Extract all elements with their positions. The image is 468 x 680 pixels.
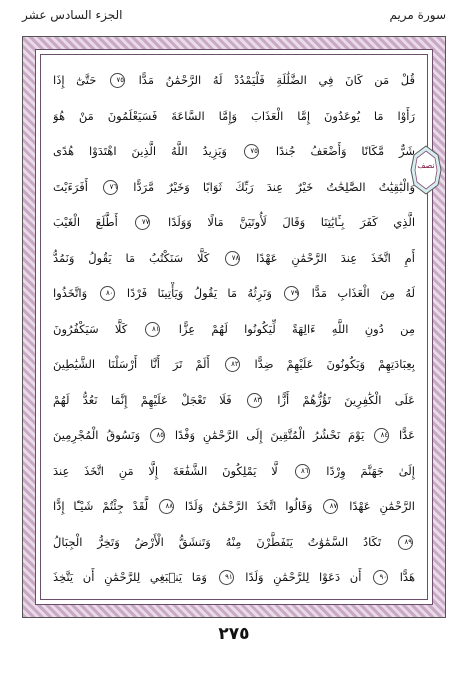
verse-text: أَطَّلَعَ الْغَيْبَ: [53, 215, 118, 229]
verse-text: كَلَّا سَيَكْفُرُونَ: [53, 321, 128, 336]
text-line: [53, 105, 415, 127]
ayah-number: ٧٩: [284, 286, 299, 301]
ayah-number: ٧٥: [110, 73, 125, 88]
surah-title: سورة مريم: [389, 8, 446, 22]
verse-text: وَمَا يَنۢبَغِي لِلرَّحْمَٰنِ أَن يَتَّخِذَ: [53, 570, 207, 584]
text-line: [53, 282, 415, 304]
ayah-number: ٨٥: [150, 428, 165, 443]
verse-text: أَفَرَءَيْتَ: [53, 179, 88, 194]
ayah-number: ٨١: [145, 322, 160, 337]
verse-text: شَرٌّ مَّكَانًا وَأَضْعَفُ جُندًا: [275, 144, 415, 158]
verse-text: عَدًّا: [398, 428, 415, 442]
text-line: [53, 353, 415, 375]
verse-text: وَنَسُوقُ الْمُجْرِمِينَ: [53, 428, 141, 442]
verse-text: هَدًّا: [399, 570, 415, 584]
verse-text: الرَّحْمَٰنِ عَهْدًا: [349, 499, 415, 513]
verse-text: وَالْبَٰقِيَٰتُ الصَّٰلِحَٰتُ خَيْرٌ عِندَ رَبِّكَ ثَوَابًا وَخَيْرٌ مَّرَدًّا: [133, 179, 415, 194]
text-line: [53, 460, 415, 482]
ayah-number: ٨٣: [247, 393, 262, 408]
ayah-number: ٧٥: [244, 144, 259, 159]
ayah-number: ٨٩: [398, 535, 413, 550]
verse-text: فَلَا تَعْجَلْ عَلَيْهِمْ إِنَّمَا نَعُدُّ لَهُمْ: [53, 392, 232, 407]
text-line: [53, 495, 415, 517]
verse-text: أَن دَعَوْا لِلرَّحْمَٰنِ وَلَدًا: [245, 570, 362, 584]
ayah-number: ٩٠: [373, 570, 388, 585]
verse-text: إِلَىٰ جَهَنَّمَ وِرْدًا: [326, 463, 415, 478]
text-line: [53, 140, 415, 162]
ayah-number: ٨٤: [374, 428, 389, 443]
ayah-number: ٨٨: [159, 499, 174, 514]
ayah-number: ٨٦: [295, 464, 310, 479]
verse-text: وَاتَّخَذُوا: [53, 286, 88, 300]
verse-text: يَوْمَ نَحْشُرُ الْمُتَّقِينَ إِلَى الرَّحْمَٰنِ وَفْدًا: [174, 428, 365, 442]
verse-text: أَلَمْ تَرَ أَنَّا أَرْسَلْنَا الشَّيَٰطِينَ: [53, 357, 210, 371]
ayah-number: ٩١: [219, 570, 234, 585]
text-line: [53, 566, 415, 588]
text-line: [53, 211, 415, 233]
ayah-number: ٧٧: [135, 215, 150, 230]
verse-text: لَّا يَمْلِكُونَ الشَّفَٰعَةَ إِلَّا مَنِ اتَّخَذَ عِندَ: [53, 463, 278, 478]
text-line: [53, 531, 415, 553]
text-line: [53, 424, 415, 446]
page-header: [22, 6, 446, 28]
text-frame: [35, 49, 433, 605]
ayah-number: ٧٦: [103, 180, 118, 195]
verse-text: حَتَّىٰٓ إِذَا: [53, 73, 97, 87]
text-line: [53, 247, 415, 269]
verse-text: أَمِ اتَّخَذَ عِندَ الرَّحْمَٰنِ عَهْدًا: [256, 250, 415, 265]
verse-text: لَهُ مِنَ الْعَذَابِ مَدًّا: [311, 286, 415, 300]
ornamental-border: [22, 36, 446, 618]
verse-text: قُلْ مَن كَانَ فِي الضَّلَٰلَةِ فَلْيَمْدُدْ لَهُ الرَّحْمَٰنُ مَدًّا: [138, 73, 415, 87]
verse-text: لَّقَدْ جِئْتُمْ شَيْـًٔا إِدًّا: [53, 499, 149, 513]
ayah-number: ٨٢: [225, 357, 240, 372]
text-line: [53, 389, 415, 411]
verse-text: رَأَوْا مَا يُوعَدُونَ إِمَّا الْعَذَابَ وَإِمَّا السَّاعَةَ فَسَيَعْلَمُونَ مَنْ هُوَ: [53, 108, 415, 123]
ayah-number: ٨٠: [100, 286, 115, 301]
quran-text-block: [53, 65, 415, 589]
verse-text: عَلَى الْكَٰفِرِينَ تَؤُزُّهُمْ أَزًّا: [277, 392, 415, 407]
verse-text: بِعِبَادَتِهِمْ وَيَكُونُونَ عَلَيْهِمْ ضِدًّا: [254, 357, 415, 371]
hizb-marker-label: نصف: [417, 161, 435, 170]
text-line: [53, 318, 415, 340]
inner-frame: [40, 54, 428, 600]
text-line: [53, 176, 415, 198]
verse-text: الَّذِي كَفَرَ بِـَٔايَٰتِنَا وَقَالَ لَأُوتَيَنَّ مَالًا وَوَلَدًا: [168, 215, 415, 229]
hizb-marker-icon: [410, 145, 442, 195]
juz-title: الجزء السادس عشر: [22, 8, 123, 22]
verse-text: وَنَرِثُهُ مَا يَقُولُ وَيَأْتِينَا فَرْدًا: [126, 286, 272, 300]
verse-text: وَقَالُوا اتَّخَذَ الرَّحْمَٰنُ وَلَدًا: [184, 499, 313, 513]
verse-text: تَكَادُ السَّمَٰوَٰتُ يَتَفَطَّرْنَ مِنْهُ وَتَنشَقُّ الْأَرْضُ وَتَخِرُّ الْجِبَالُ: [53, 534, 382, 549]
ayah-number: ٧٨: [225, 251, 240, 266]
verse-text: كَلَّا سَنَكْتُبُ مَا يَقُولُ وَنَمُدُّ: [53, 250, 210, 265]
ayah-number: ٨٧: [323, 499, 338, 514]
verse-text: وَيَزِيدُ اللَّهُ الَّذِينَ اهْتَدَوْا هُدًى: [53, 144, 227, 158]
text-line: [53, 69, 415, 91]
verse-text: مِن دُونِ اللَّهِ ءَالِهَةً لِّيَكُونُوا لَهُمْ عِزًّا: [178, 321, 415, 336]
page-number: ٢٧٥: [218, 624, 250, 644]
